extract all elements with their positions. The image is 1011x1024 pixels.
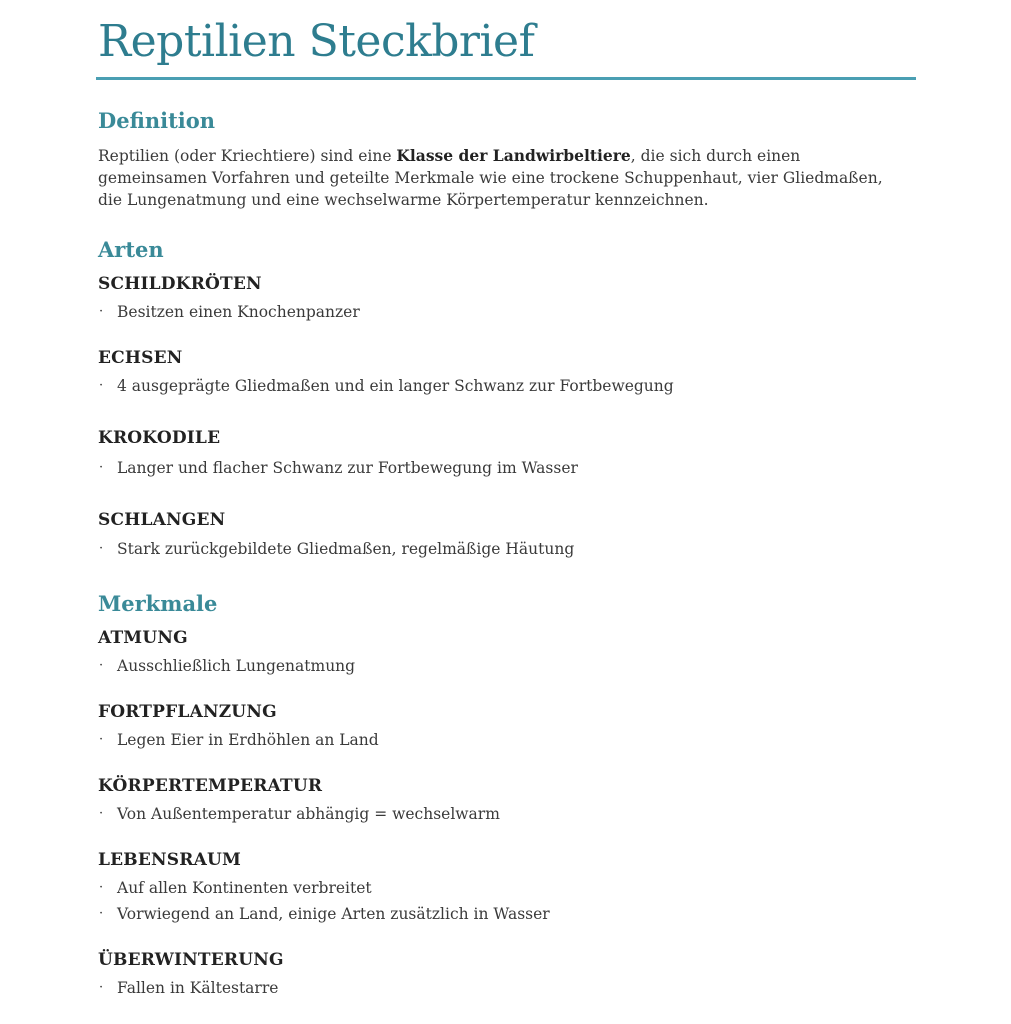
bullet-icon: · xyxy=(99,906,104,921)
list-schildkroeten xyxy=(98,299,360,325)
list-item xyxy=(98,875,550,901)
list-item-text: 4 ausgeprägte Gliedmaßen und ein langer Schwanz zur Fortbewegung xyxy=(117,377,674,395)
list-item-text: Ausschließlich Lungenatmung xyxy=(117,657,356,675)
list-item xyxy=(98,455,578,481)
list-item xyxy=(98,801,500,827)
section-heading-arten: Arten xyxy=(98,237,164,262)
bullet-icon: · xyxy=(99,378,104,393)
subheading-koerpertemperatur: KÖRPERTEMPERATUR xyxy=(98,776,323,796)
subheading-schlangen: SCHLANGEN xyxy=(98,510,226,530)
section-heading-merkmale: Merkmale xyxy=(98,591,218,616)
list-item-text: Fallen in Kältestarre xyxy=(117,979,279,997)
subheading-atmung: ATMUNG xyxy=(98,628,188,648)
definition-text-1: Reptilien (oder Kriechtiere) sind eine xyxy=(98,147,397,165)
subheading-echsen: ECHSEN xyxy=(98,348,183,368)
list-item-text: Vorwiegend an Land, einige Arten zusätzlich in Wasser xyxy=(117,905,550,923)
bullet-icon: · xyxy=(99,658,104,673)
bullet-icon: · xyxy=(99,980,104,995)
definition-line-2: gemeinsamen Vorfahren und geteilte Merkmale wie eine trockene Schuppenhaut, vier Gliedmaßen, xyxy=(98,169,883,187)
list-item xyxy=(98,901,550,927)
list-item xyxy=(98,653,355,679)
list-atmung xyxy=(98,653,355,679)
list-lebensraum xyxy=(98,875,550,927)
list-item-text: Stark zurückgebildete Gliedmaßen, regelmäßige Häutung xyxy=(117,540,575,558)
list-item-text: Legen Eier in Erdhöhlen an Land xyxy=(117,731,379,749)
list-fortpflanzung xyxy=(98,727,379,753)
bullet-icon: · xyxy=(99,732,104,747)
subheading-lebensraum: LEBENSRAUM xyxy=(98,850,242,870)
list-item xyxy=(98,727,379,753)
list-item xyxy=(98,373,674,399)
subheading-fortpflanzung: FORTPFLANZUNG xyxy=(98,702,277,722)
list-item-text: Besitzen einen Knochenpanzer xyxy=(117,303,360,321)
subheading-schildkroeten: SCHILDKRÖTEN xyxy=(98,274,262,294)
title-underline xyxy=(96,77,916,80)
bullet-icon: · xyxy=(99,304,104,319)
list-item-text: Langer und flacher Schwanz zur Fortbewegung im Wasser xyxy=(117,459,578,477)
subheading-ueberwinterung: ÜBERWINTERUNG xyxy=(98,950,284,970)
list-echsen xyxy=(98,373,674,399)
list-item-text: Auf allen Kontinenten verbreitet xyxy=(117,879,372,897)
bullet-icon: · xyxy=(99,880,104,895)
subheading-krokodile: KROKODILE xyxy=(98,428,221,448)
page-title: Reptilien Steckbrief xyxy=(98,16,535,67)
list-item-text: Von Außentemperatur abhängig = wechselwarm xyxy=(117,805,500,823)
definition-bold-term: Klasse der Landwirbeltiere xyxy=(396,146,631,165)
list-item xyxy=(98,299,360,325)
definition-line-3: die Lungenatmung und eine wechselwarme Körpertemperatur kennzeichnen. xyxy=(98,191,709,209)
list-ueberwinterung xyxy=(98,975,278,1001)
list-schlangen xyxy=(98,536,574,562)
bullet-icon: · xyxy=(99,806,104,821)
section-heading-definition: Definition xyxy=(98,108,216,133)
bullet-icon: · xyxy=(99,460,104,475)
definition-paragraph xyxy=(98,145,916,211)
definition-line-1 xyxy=(98,145,916,167)
list-item xyxy=(98,975,278,1001)
definition-text-2: , die sich durch einen xyxy=(630,147,801,165)
list-item xyxy=(98,536,574,562)
list-koerpertemperatur xyxy=(98,801,500,827)
list-krokodile xyxy=(98,455,578,481)
bullet-icon: · xyxy=(99,541,104,556)
